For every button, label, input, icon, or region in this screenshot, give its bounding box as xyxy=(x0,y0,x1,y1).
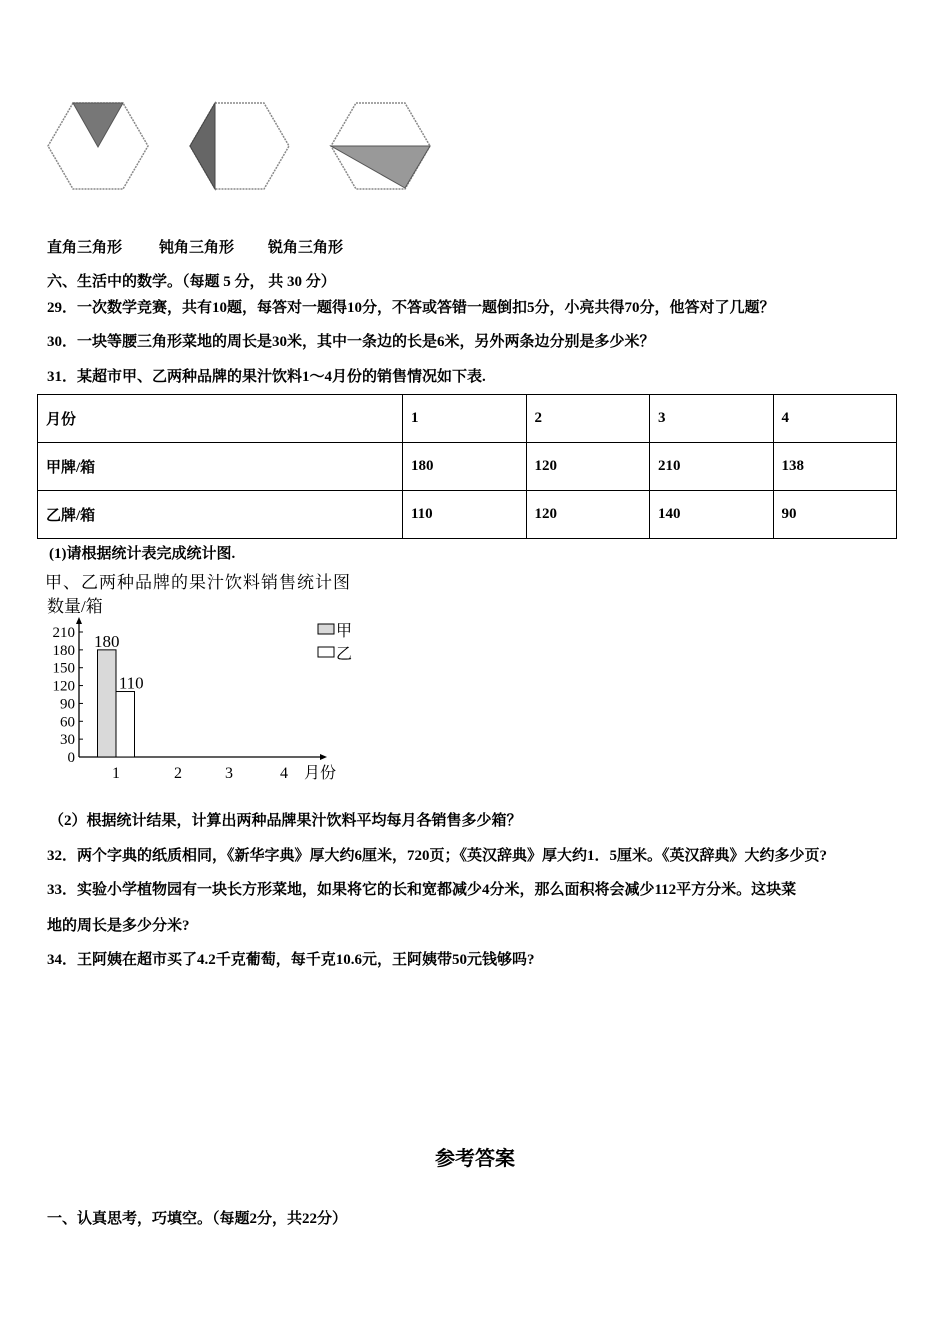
table-cell: 120 xyxy=(526,443,650,491)
question-31-part-1: (1)请根据统计表完成统计图. xyxy=(49,546,236,562)
table-cell: 110 xyxy=(403,491,527,539)
shape-label-obtuse: 钝角三角形 xyxy=(159,240,235,256)
chart-title: 甲、乙两种品牌的果汁饮料销售统计图 xyxy=(45,573,351,592)
table-cell: 4 xyxy=(773,395,897,443)
bar-chart xyxy=(0,0,400,800)
table-cell: 2 xyxy=(526,395,650,443)
legend-swatch-jia xyxy=(318,624,334,634)
table-cell: 140 xyxy=(650,491,774,539)
question-34: 34．王阿姨在超市买了4.2千克葡萄，每千克10.6元，王阿姨带50元钱够吗? xyxy=(47,952,535,968)
table-cell: 月份 xyxy=(38,395,403,443)
y-tick-label: 90 xyxy=(60,696,75,713)
table-cell: 乙牌/箱 xyxy=(38,491,403,539)
table-cell: 180 xyxy=(403,443,527,491)
y-tick-label: 0 xyxy=(67,750,75,766)
y-tick-label: 30 xyxy=(60,732,75,749)
table-cell: 3 xyxy=(650,395,774,443)
y-tick-label: 60 xyxy=(60,714,75,731)
table-cell: 138 xyxy=(773,443,897,491)
x-tick-label: 1 xyxy=(112,765,120,782)
y-tick-label: 210 xyxy=(52,625,75,641)
bar-yi-month-1 xyxy=(116,692,135,757)
y-tick-label: 120 xyxy=(52,678,75,695)
bar-value-label: 180 xyxy=(94,631,120,651)
table-cell: 90 xyxy=(773,491,897,539)
question-31-part-2: （2）根据统计结果，计算出两种品牌果汁饮料平均每月各销售多少箱？ xyxy=(49,813,522,829)
x-tick-label: 2 xyxy=(174,765,182,782)
table-cell: 210 xyxy=(650,443,774,491)
x-tick-label: 3 xyxy=(225,765,233,782)
shape-label-right: 直角三角形 xyxy=(47,240,123,256)
question-30: 30．一块等腰三角形菜地的周长是30米，其中一条边的长是6米，另外两条边分别是多少米？ xyxy=(47,334,655,350)
question-29: 29．一次数学竞赛，共有10题，每答对一题得10分，不答或答错一题倒扣5分，小亮共得70分，他答对了几题？ xyxy=(47,300,775,316)
legend-label-jia: 甲 xyxy=(336,623,353,640)
question-33-line-1: 33．实验小学植物园有一块长方形菜地，如果将它的长和宽都减少4分米，那么面积将会减少112平方分米。这块菜 xyxy=(47,882,797,898)
table-cell: 120 xyxy=(526,491,650,539)
bar-value-label: 110 xyxy=(118,673,144,693)
bar-jia-month-1 xyxy=(98,650,117,757)
shape-label-acute: 锐角三角形 xyxy=(268,240,344,256)
answers-title: 参考答案 xyxy=(435,1148,515,1170)
legend-label-yi: 乙 xyxy=(336,646,353,663)
x-axis-arrow xyxy=(320,754,327,760)
x-tick-label: 4 xyxy=(280,765,288,782)
table-cell: 甲牌/箱 xyxy=(38,443,403,491)
y-axis-label: 数量/箱 xyxy=(47,597,103,616)
section-heading: 六、生活中的数学。（每题 5 分， 共 30 分） xyxy=(47,274,336,290)
y-tick-label: 150 xyxy=(52,660,75,677)
y-axis-arrow xyxy=(76,617,82,624)
x-axis-label: 月份 xyxy=(304,765,337,782)
legend-swatch-yi xyxy=(318,647,334,657)
answers-section-heading: 一、认真思考，巧填空。（每题2分，共22分） xyxy=(47,1211,348,1227)
question-31: 31．某超市甲、乙两种品牌的果汁饮料1～4月份的销售情况如下表. xyxy=(47,369,486,385)
question-33-line-2: 地的周长是多少分米? xyxy=(47,918,190,934)
y-tick-label: 180 xyxy=(52,642,75,659)
question-32: 32．两个字典的纸质相同，《新华字典》厚大约6厘米，720页；《英汉辞典》厚大约1．5厘米。《英汉辞典》大约多少页? xyxy=(47,848,828,864)
table-cell: 1 xyxy=(403,395,527,443)
